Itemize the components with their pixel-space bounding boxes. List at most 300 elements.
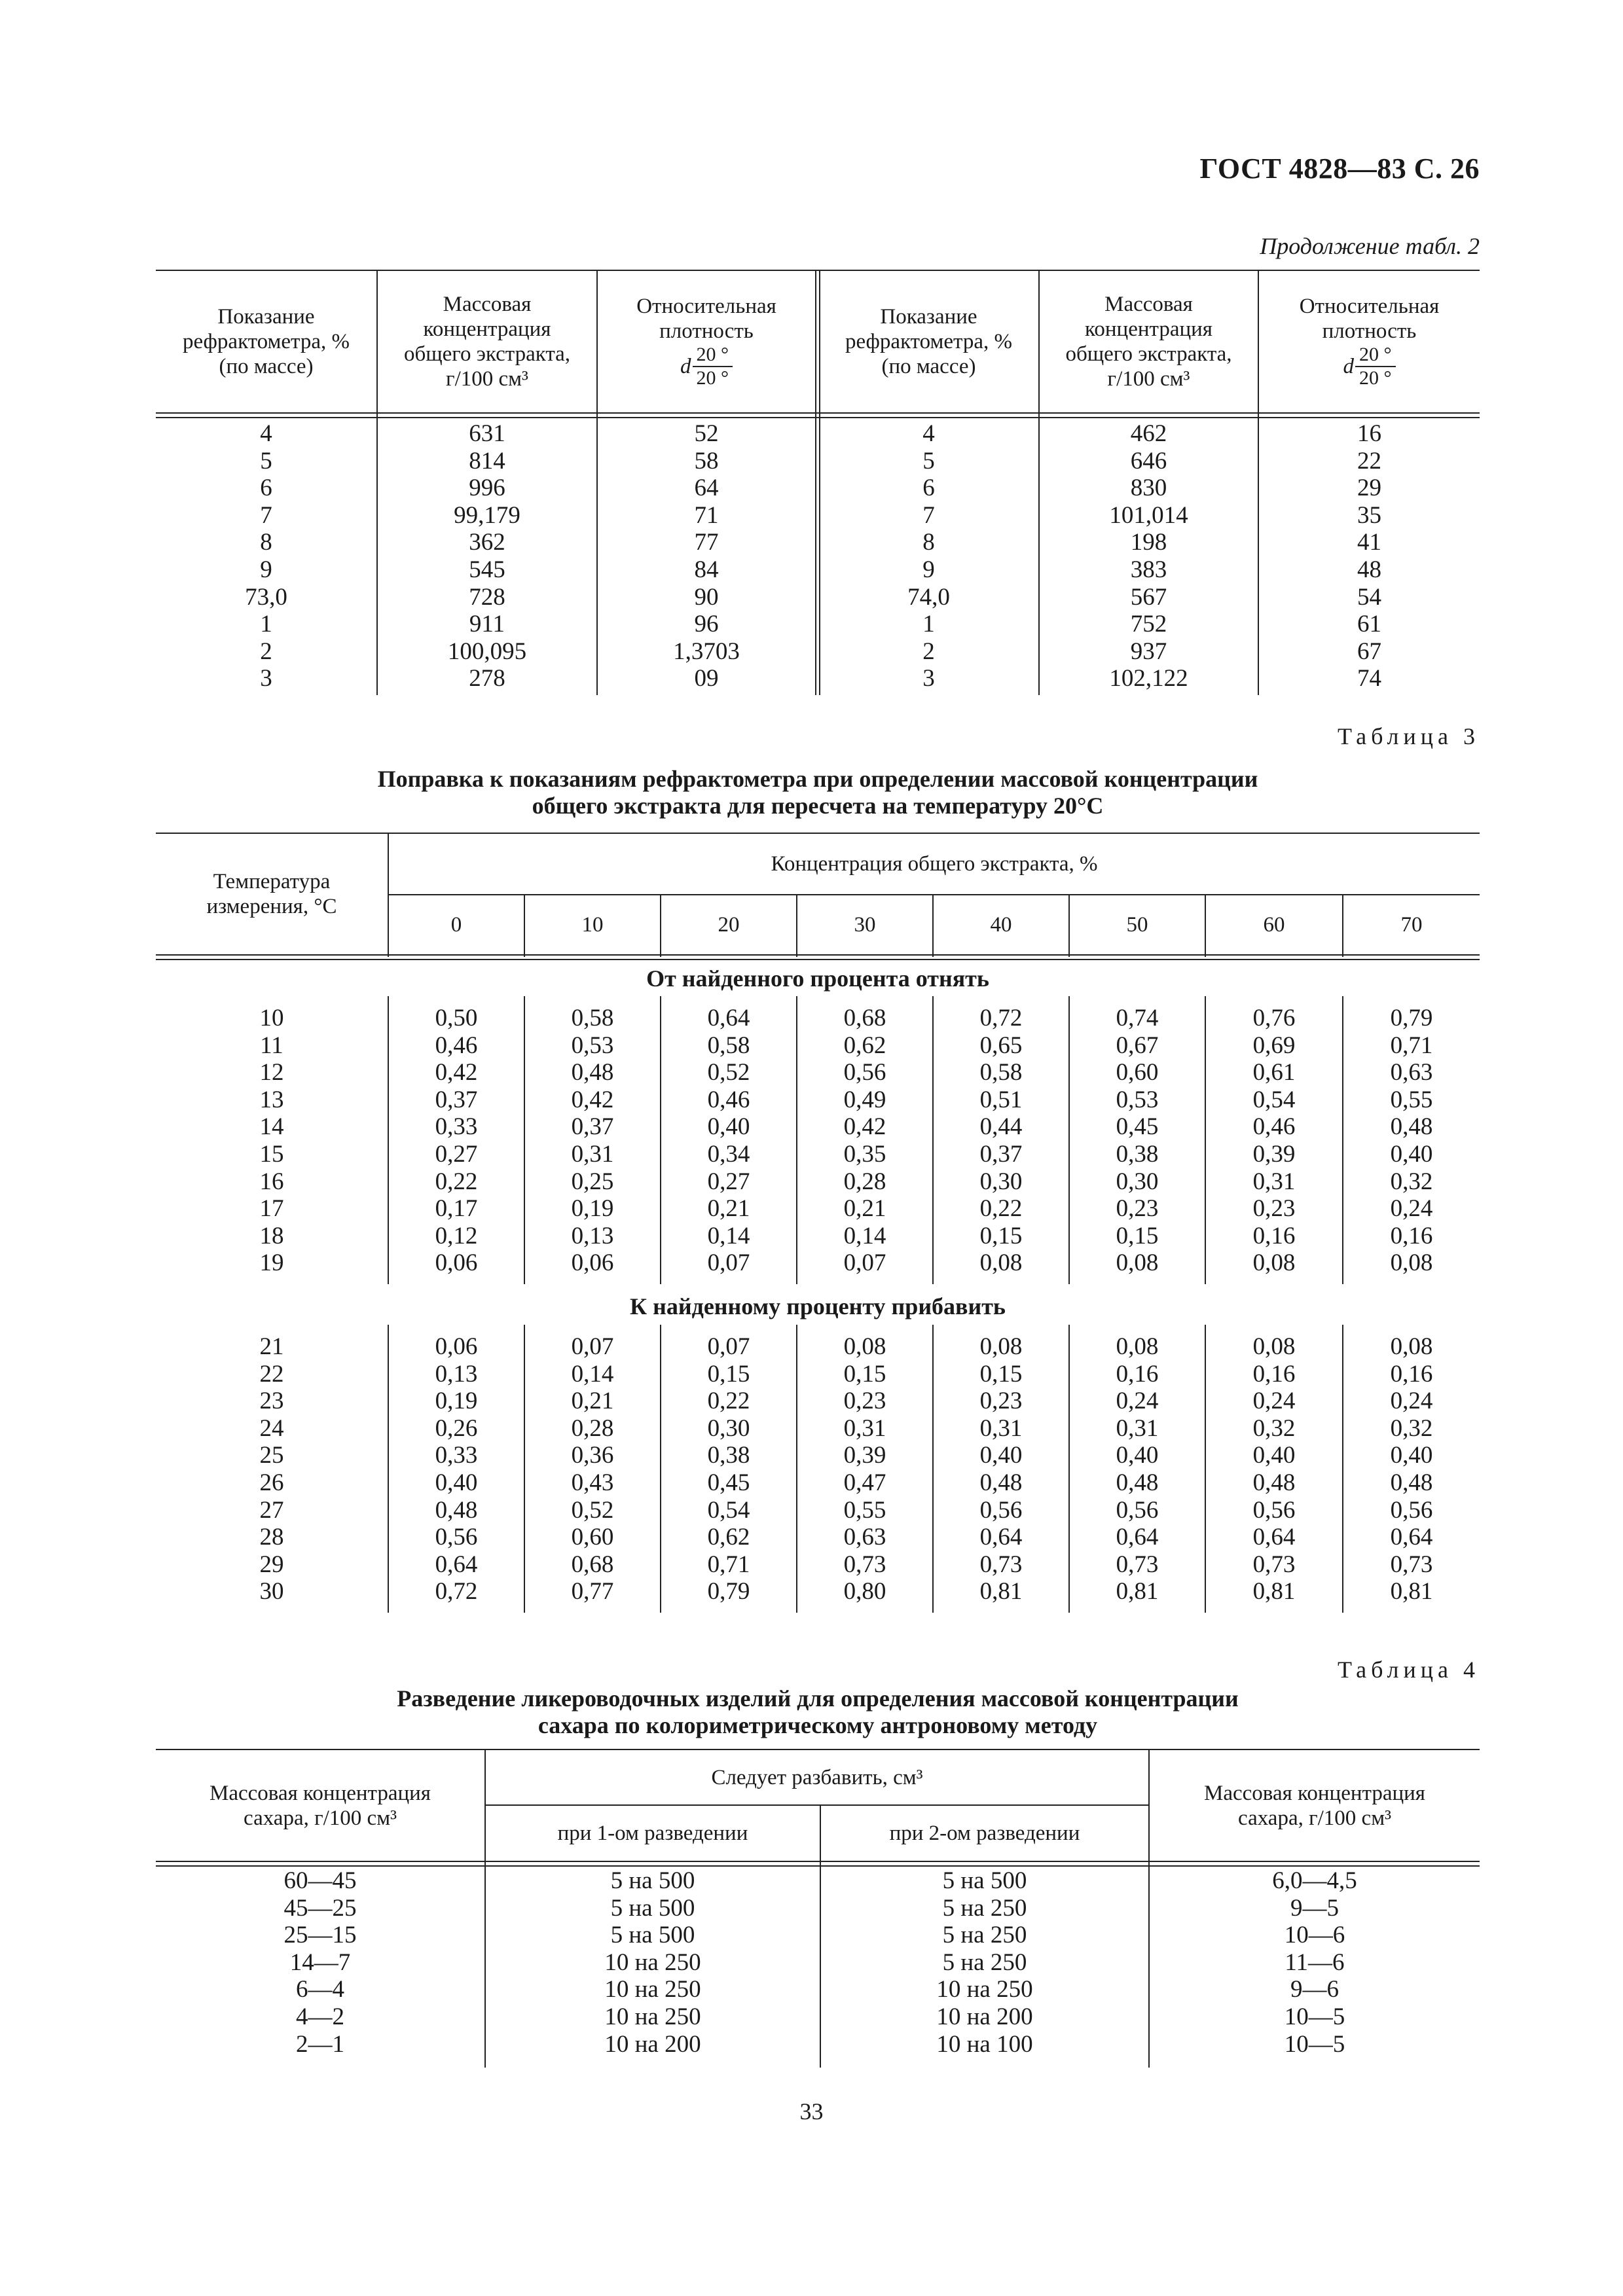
table3-value-col-cell: 0,42 [435,1059,478,1086]
table3-value-col-cell: 0,50 [435,1005,478,1031]
table3-temperature-col-cell: 23 [259,1388,284,1415]
table3-conc-col-header: 20 [718,913,740,937]
table4-col-sugar-result-cell: 9—5 [1290,1894,1339,1922]
table2-col-density [598,420,815,692]
table3-value-col-cell: 0,39 [1252,1140,1296,1168]
table2-col-density-cell: 52 [694,420,719,447]
table3-temperature-col-cell: 17 [259,1195,284,1223]
table3-conc-col-header: 0 [450,913,462,937]
table3-value-col-cell: 0,51 [979,1086,1023,1113]
table2-col-conc-cell: 911 [469,611,505,638]
table3-value-col-cell: 0,61 [1252,1059,1296,1086]
table2-col-refr-cell: 6 [922,475,935,502]
table3-value-col-cell: 0,43 [571,1469,614,1496]
table3-temperature-col-cell: 28 [259,1524,284,1551]
table3-value-col-cell: 0,48 [1390,1469,1433,1496]
table2-col-conc-cell: 814 [469,447,505,475]
table3-value-col-cell: 0,23 [843,1388,886,1415]
table2-col-density-cell: 48 [1357,556,1381,583]
table2-col-density-cell: 09 [694,665,719,692]
table3-value-col-cell: 0,28 [571,1414,614,1442]
table3-value-col-cell: 0,22 [707,1388,750,1415]
table3-temperature-col-cell: 15 [259,1140,284,1168]
table3-value-col-cell: 0,76 [1252,1005,1296,1031]
table4-col-first-dilution-cell: 5 на 500 [610,1894,695,1922]
table2-col-density-cell: 22 [1357,447,1381,475]
table4-col-sugar-range-cell: 60—45 [283,1867,357,1894]
table3-value-col-cell: 0,28 [843,1168,886,1195]
table4-col-second-dilution-cell: 10 на 200 [936,2003,1033,2030]
table3-value-col-cell: 0,16 [1252,1360,1296,1388]
table4-label: Таблица 4 [1338,1657,1480,1683]
table3-value-col-cell: 0,27 [435,1140,478,1168]
table2-col-density-cell: 84 [694,556,719,583]
table3-section-add: К найденному проценту прибавить [630,1293,1006,1319]
table3-value-col-cell: 0,12 [435,1222,478,1249]
table3-temperature-col-cell: 22 [259,1360,284,1388]
table4-col-sugar-range-cell: 4—2 [296,2003,344,2030]
table3-value-col-cell: 0,23 [979,1388,1023,1415]
table3-value-col-cell: 0,08 [1116,1249,1159,1277]
table2-col-density-cell: 74 [1357,665,1381,692]
table3-value-col-cell: 0,62 [707,1524,750,1551]
table2-col-conc-cell: 362 [469,529,505,556]
table3-value-col-cell: 0,24 [1390,1388,1433,1415]
table3-conc-col-header: 60 [1263,913,1285,937]
table3-value-col-cell: 0,32 [1390,1414,1433,1442]
table4-col-second-dilution-cell: 10 на 100 [936,2030,1033,2058]
table3-value-col-cell: 0,48 [979,1469,1023,1496]
table2-col-refr-cell: 3 [260,665,272,692]
table3-value-col-cell: 0,55 [1390,1086,1433,1113]
page-number: 33 [799,2098,824,2125]
table3-temperature-col-cell: 29 [259,1551,284,1578]
table2-col-refr-cell: 7 [922,501,935,529]
table3-value-col [661,1005,796,1277]
table3-value-col-cell: 0,25 [571,1168,614,1195]
table3-value-col-cell: 0,22 [435,1168,478,1195]
table3-temperature-col-cell: 14 [259,1113,284,1141]
table3-value-col-cell: 0,21 [707,1195,750,1223]
table3-value-col-cell: 0,47 [843,1469,886,1496]
table2-col-density-cell: 54 [1357,583,1381,611]
table3-value-col-cell: 0,42 [843,1113,886,1141]
table3-value-col-cell: 0,07 [707,1249,750,1277]
table3-value-col-cell: 0,17 [435,1195,478,1223]
table3-value-col-cell: 0,73 [1390,1551,1433,1578]
table3-value-col-cell: 0,21 [843,1195,886,1223]
table3-conc-col-header: 50 [1126,913,1148,937]
table3-conc-col-header: 40 [990,913,1012,937]
table3-value-col-cell: 0,71 [707,1551,750,1578]
table3-value-col-cell: 0,19 [571,1195,614,1223]
table3-temperature-col-cell: 24 [259,1414,284,1442]
table3-value-col [934,1333,1068,1605]
table3-value-col [1343,1005,1480,1277]
table3-value-col-cell: 0,22 [979,1195,1023,1223]
table2-col-conc-cell: 996 [469,475,505,502]
table3-value-col-cell: 0,73 [979,1551,1023,1578]
table3-value-col-cell: 0,48 [1252,1469,1296,1496]
table3-value-col-cell: 0,37 [571,1113,614,1141]
table3-value-col-cell: 0,37 [979,1140,1023,1168]
table3-value-col-cell: 0,07 [843,1249,886,1277]
table2-col-conc-cell: 752 [1130,611,1167,638]
table3-value-col [797,1005,932,1277]
table4-col-sugar-result-cell: 10—6 [1284,1922,1345,1949]
table3-value-col [934,1005,1068,1277]
table3-value-col-cell: 0,56 [1116,1496,1159,1524]
table3-value-col-cell: 0,69 [1252,1031,1296,1059]
table3-header-concentration: Концентрация общего экстракта, % [771,852,1098,876]
table2-col-refr-cell: 74,0 [907,583,950,611]
table3-value-col-cell: 0,24 [1390,1195,1433,1223]
table3-temperature-col-cell: 25 [259,1442,284,1469]
table2-col-refr-cell: 1 [260,611,272,638]
table3-label: Таблица 3 [1338,723,1480,749]
table3-value-col-cell: 0,81 [1252,1578,1296,1605]
table3-value-col-cell: 0,16 [1390,1222,1433,1249]
table2-header-density: Относительная плотность d $\frac{20 ^\circ}{20 ^\circ}$ [636,295,776,389]
table3-value-col-cell: 0,68 [843,1005,886,1031]
table3-value-col-cell: 0,42 [571,1086,614,1113]
table3-value-col-cell: 0,33 [435,1113,478,1141]
table3-value-col-cell: 0,31 [843,1414,886,1442]
table3-value-col-cell: 0,24 [1252,1388,1296,1415]
table4-col-first-dilution-cell: 5 на 500 [610,1922,695,1949]
table3-value-col [1206,1005,1342,1277]
table4-col-second-dilution-cell: 5 на 500 [942,1867,1027,1894]
table3-value-col-cell: 0,06 [435,1249,478,1277]
table3-value-col-cell: 0,32 [1390,1168,1433,1195]
table3-value-col-cell: 0,40 [979,1442,1023,1469]
table4-col-second-dilution-cell: 5 на 250 [942,1948,1027,1976]
table3-value-col-cell: 0,62 [843,1031,886,1059]
table3-value-col-cell: 0,56 [979,1496,1023,1524]
table3-title: Поправка к показаниям рефрактометра при определении массовой концентрации общего экстракта для пересчета на температуру 20°C [377,766,1258,819]
table3-value-col-cell: 0,40 [707,1113,750,1141]
table2-col-conc-cell: 646 [1130,447,1167,475]
table3-value-col-cell: 0,45 [1116,1113,1159,1141]
table3-value-col-cell: 0,07 [571,1333,614,1360]
table3-value-col-cell: 0,35 [843,1140,886,1168]
table3-value-col-cell: 0,16 [1252,1222,1296,1249]
table4-col-first-dilution-cell: 10 на 200 [604,2030,701,2058]
table3-value-col-cell: 0,38 [1116,1140,1159,1168]
table3-temperature-col-cell: 16 [259,1168,284,1195]
table2-col-refr-cell: 9 [260,556,272,583]
table4-col-sugar-range-cell: 2—1 [296,2030,344,2058]
table3-value-col-cell: 0,08 [843,1333,886,1360]
table3-value-col-cell: 0,64 [1116,1524,1159,1551]
table2-col-refr-cell: 2 [260,637,272,665]
table2-col-refr-cell: 7 [260,501,272,529]
table3-value-col-cell: 0,79 [1390,1005,1433,1031]
table3-value-col-cell: 0,32 [1252,1414,1296,1442]
table3-value-col-cell: 0,08 [979,1333,1023,1360]
table3-value-col-cell: 0,81 [1390,1578,1433,1605]
table3-value-col-cell: 0,14 [707,1222,750,1249]
table2-col-density-cell: 67 [1357,637,1381,665]
table3-value-col-cell: 0,64 [435,1551,478,1578]
table3-value-col-cell: 0,16 [1390,1360,1433,1388]
table3-value-col-cell: 0,23 [1116,1195,1159,1223]
table3-value-col-cell: 0,33 [435,1442,478,1469]
table2-col-conc-cell: 631 [469,420,505,447]
table2-col-density-cell: 1,3703 [673,637,740,665]
table4-col-sugar-range-cell: 25—15 [283,1922,357,1949]
table2-col-density-cell: 71 [694,501,719,529]
table4-col-sugar-result-cell: 10—5 [1284,2030,1345,2058]
table3-value-col-cell: 0,81 [979,1578,1023,1605]
table3-value-col-cell: 0,07 [707,1333,750,1360]
table3-value-col-cell: 0,08 [979,1249,1023,1277]
table2-col-conc-cell: 462 [1130,420,1167,447]
table3-value-col-cell: 0,08 [1390,1333,1433,1360]
table3-value-col-cell: 0,15 [979,1360,1023,1388]
table4-col-first-dilution-cell: 10 на 250 [604,1976,701,2003]
table2-col-refr [819,420,1038,692]
table3-value-col-cell: 0,06 [435,1333,478,1360]
table3-value-col-cell: 0,60 [571,1524,614,1551]
table3-value-col-cell: 0,48 [571,1059,614,1086]
table3-value-col-cell: 0,52 [571,1496,614,1524]
table3-value-col [797,1333,932,1605]
table4-header-rule [156,1861,1480,1867]
table3-value-col [389,1333,524,1605]
table4-col-first-dilution-cell: 10 на 250 [604,1948,701,1976]
table2-col-density-cell: 96 [694,611,719,638]
table2-col-density-cell: 58 [694,447,719,475]
table2-col-refr-cell: 5 [260,447,272,475]
table3-value-col [389,1005,524,1277]
table2-header-refr: Показание рефрактометра, % (по массе) [182,305,350,378]
table2-col-conc [378,420,596,692]
table3-value-col-cell: 0,15 [1116,1222,1159,1249]
table3-value-col-cell: 0,73 [1116,1551,1159,1578]
table4-header-right: Массовая концентрация сахара, г/100 см³ [1204,1781,1425,1830]
table4-col-second-dilution-cell: 10 на 250 [936,1976,1033,2003]
table3-value-col-cell: 0,56 [1390,1496,1433,1524]
table3-value-col-cell: 0,23 [1252,1195,1296,1223]
table4-col-first-dilution-cell: 5 на 500 [610,1867,695,1894]
table3-value-col-cell: 0,14 [843,1222,886,1249]
table2-col-refr-cell: 5 [922,447,935,475]
table4-title: Разведение ликероводочных изделий для определения массовой концентрации сахара по колориметрическому антроновому методу [397,1685,1239,1738]
table3-value-col-cell: 0,30 [1116,1168,1159,1195]
table3-temperature-col-cell: 13 [259,1086,284,1113]
table3-temperature-col-cell: 21 [259,1333,284,1360]
table2-header-conc: Массовая концентрация общего экстракта, г/100 см³ [403,293,571,391]
table3-value-col-cell: 0,63 [843,1524,886,1551]
table3-value-col [1070,1333,1205,1605]
table3-value-col-cell: 0,53 [571,1031,614,1059]
table4-col-sugar-result-cell: 6,0—4,5 [1272,1867,1357,1894]
table3-value-col-cell: 0,37 [435,1086,478,1113]
table3-value-col-cell: 0,71 [1390,1031,1433,1059]
table3-value-col-cell: 0,40 [1252,1442,1296,1469]
table3-value-col-cell: 0,68 [571,1551,614,1578]
table3-value-col-cell: 0,63 [1390,1059,1433,1086]
table3-value-col-cell: 0,40 [1116,1442,1159,1469]
table2-col-density-cell: 61 [1357,611,1381,638]
table3-temperature-col [156,1333,388,1605]
table3-value-col-cell: 0,14 [571,1360,614,1388]
table2-col-density-cell: 41 [1357,529,1381,556]
table2-col-refr-cell: 1 [922,611,935,638]
table3-value-col-cell: 0,27 [707,1168,750,1195]
table2-col-refr-cell: 4 [922,420,935,447]
table2-col-density [1259,420,1480,692]
table3-value-col-cell: 0,36 [571,1442,614,1469]
table3-value-col-cell: 0,56 [435,1524,478,1551]
table3-temperature-col-cell: 27 [259,1496,284,1524]
table2-col-refr-cell: 73,0 [245,583,287,611]
table4-col-second-dilution-cell: 5 на 250 [942,1894,1027,1922]
table3-value-col-cell: 0,21 [571,1388,614,1415]
table3-temperature-col-cell: 12 [259,1059,284,1086]
table2-col-conc-cell: 830 [1130,475,1167,502]
table2-header-refr: Показание рефрактометра, % (по массе) [845,305,1013,378]
table3-value-col-cell: 0,56 [843,1059,886,1086]
table3-temperature-col-cell: 26 [259,1469,284,1496]
table3-value-col-cell: 0,48 [1390,1113,1433,1141]
table4-col-sugar-range-cell: 14—7 [289,1948,351,1976]
table3-value-col [525,1005,660,1277]
table4-header-second-dilution: при 2-ом разведении [889,1821,1080,1845]
table3-value-col-cell: 0,24 [1116,1388,1159,1415]
table3-value-col-cell: 0,56 [1252,1496,1296,1524]
table4-col-second-dilution [821,1867,1148,2058]
table4-col-sugar-result-cell: 10—5 [1284,2003,1345,2030]
table3-section-subtract: От найденного процента отнять [646,965,989,992]
table3-value-col-cell: 0,81 [1116,1578,1159,1605]
table3-header-temperature: Температура измерения, °C [206,870,337,918]
table2-header-conc: Массовая концентрация общего экстракта, г/100 см³ [1065,293,1232,391]
table3-value-col-cell: 0,48 [435,1496,478,1524]
table2-col-density-cell: 29 [1357,475,1381,502]
table2-col-conc-cell: 101,014 [1109,501,1188,529]
table4-col-sugar-range [156,1867,484,2058]
table3-value-col-cell: 0,31 [571,1140,614,1168]
table3-value-col-cell: 0,58 [707,1031,750,1059]
table4-col-sugar-result [1150,1867,1480,2058]
table3-value-col-cell: 0,30 [979,1168,1023,1195]
table3-temperature-col-cell: 18 [259,1222,284,1249]
table3-value-col-cell: 0,31 [1116,1414,1159,1442]
table2-col-conc-cell: 545 [469,556,505,583]
table4-header-dilute: Следует разбавить, см³ [711,1765,923,1789]
table3-value-col-cell: 0,73 [1252,1551,1296,1578]
table3-value-col-cell: 0,65 [979,1031,1023,1059]
page-header: ГОСТ 4828—83 С. 26 [1199,152,1480,185]
table3-temperature-col-cell: 19 [259,1249,284,1277]
table3-temperature-col-cell: 10 [259,1005,284,1031]
table2-col-density-cell: 77 [694,529,719,556]
table2-col-refr-cell: 3 [922,665,935,692]
table2-col-conc-cell: 198 [1130,529,1167,556]
table3-value-col [525,1333,660,1605]
table3-value-col-cell: 0,54 [1252,1086,1296,1113]
table3-conc-col-header: 70 [1400,913,1423,937]
table3-value-col-cell: 0,72 [979,1005,1023,1031]
table2-col-refr-cell: 6 [260,475,272,502]
table2-col-conc-cell: 383 [1130,556,1167,583]
table3-value-col-cell: 0,60 [1116,1059,1159,1086]
table4-header-left: Массовая концентрация сахара, г/100 см³ [210,1781,431,1830]
table3-value-col-cell: 0,08 [1116,1333,1159,1360]
table3-value-col [1343,1333,1480,1605]
table3-value-col-cell: 0,53 [1116,1086,1159,1113]
table2-col-refr-cell: 8 [922,529,935,556]
table2-col-conc-cell: 278 [469,665,505,692]
table3-header-rule [156,954,1480,960]
table3-value-col [661,1333,796,1605]
table2-col-density-cell: 35 [1357,501,1381,529]
table3-value-col-cell: 0,77 [571,1578,614,1605]
table3-value-col-cell: 0,64 [1252,1524,1296,1551]
table3-value-col-cell: 0,72 [435,1578,478,1605]
table4-header-first-dilution: при 1-ом разведении [557,1821,748,1845]
table2-col-density-cell: 64 [694,475,719,502]
table3-conc-col-header: 30 [854,913,876,937]
table2-col-conc-cell: 728 [469,583,505,611]
table4-col-second-dilution-cell: 5 на 250 [942,1922,1027,1949]
table3-value-col-cell: 0,49 [843,1086,886,1113]
table-continuation-label: Продолжение табл. 2 [1260,233,1480,259]
table3-value-col-cell: 0,15 [843,1360,886,1388]
table3-value-col-cell: 0,44 [979,1113,1023,1141]
table3-value-col-cell: 0,45 [707,1469,750,1496]
table3-value-col-cell: 0,58 [979,1059,1023,1086]
table3-value-col-cell: 0,13 [571,1222,614,1249]
table3-temperature-col [156,1005,388,1277]
table4-col-sugar-range-cell: 6—4 [296,1976,344,2003]
table3-value-col-cell: 0,30 [707,1414,750,1442]
table3-value-col-cell: 0,46 [1252,1113,1296,1141]
table2-col-density-cell: 16 [1357,420,1381,447]
table3-value-col-cell: 0,08 [1252,1333,1296,1360]
table3-temperature-col-cell: 11 [260,1031,283,1059]
table3-value-col-cell: 0,80 [843,1578,886,1605]
table2-col-refr [156,420,376,692]
table2-col-refr-cell: 9 [922,556,935,583]
table3-value-col-cell: 0,15 [707,1360,750,1388]
table2-col-conc-cell: 102,122 [1109,665,1188,692]
table3-value-col-cell: 0,73 [843,1551,886,1578]
table2-col-refr-cell: 8 [260,529,272,556]
table3-value-col-cell: 0,26 [435,1414,478,1442]
table4-col-first-dilution [486,1867,820,2058]
table3-value-col [1206,1333,1342,1605]
table4-col-first-dilution-cell: 10 на 250 [604,2003,701,2030]
table3-value-col-cell: 0,64 [707,1005,750,1031]
table3-value-col-cell: 0,58 [571,1005,614,1031]
table3-conc-col-header: 10 [581,913,604,937]
table3-value-col-cell: 0,31 [1252,1168,1296,1195]
table3-value-col-cell: 0,31 [979,1414,1023,1442]
table2-header-density: Относительная плотность d $\frac{20 ^\circ}{20 ^\circ}$ [1299,295,1440,389]
table2-col-conc [1040,420,1258,692]
table3-value-col-cell: 0,39 [843,1442,886,1469]
table2-col-refr-cell: 2 [922,637,935,665]
table3-value-col-cell: 0,64 [979,1524,1023,1551]
table3-value-col-cell: 0,15 [979,1222,1023,1249]
table3-value-col-cell: 0,19 [435,1388,478,1415]
table3-value-col-cell: 0,79 [707,1578,750,1605]
table4-col-sugar-range-cell: 45—25 [283,1894,357,1922]
table4-col-sugar-result-cell: 11—6 [1285,1948,1345,1976]
